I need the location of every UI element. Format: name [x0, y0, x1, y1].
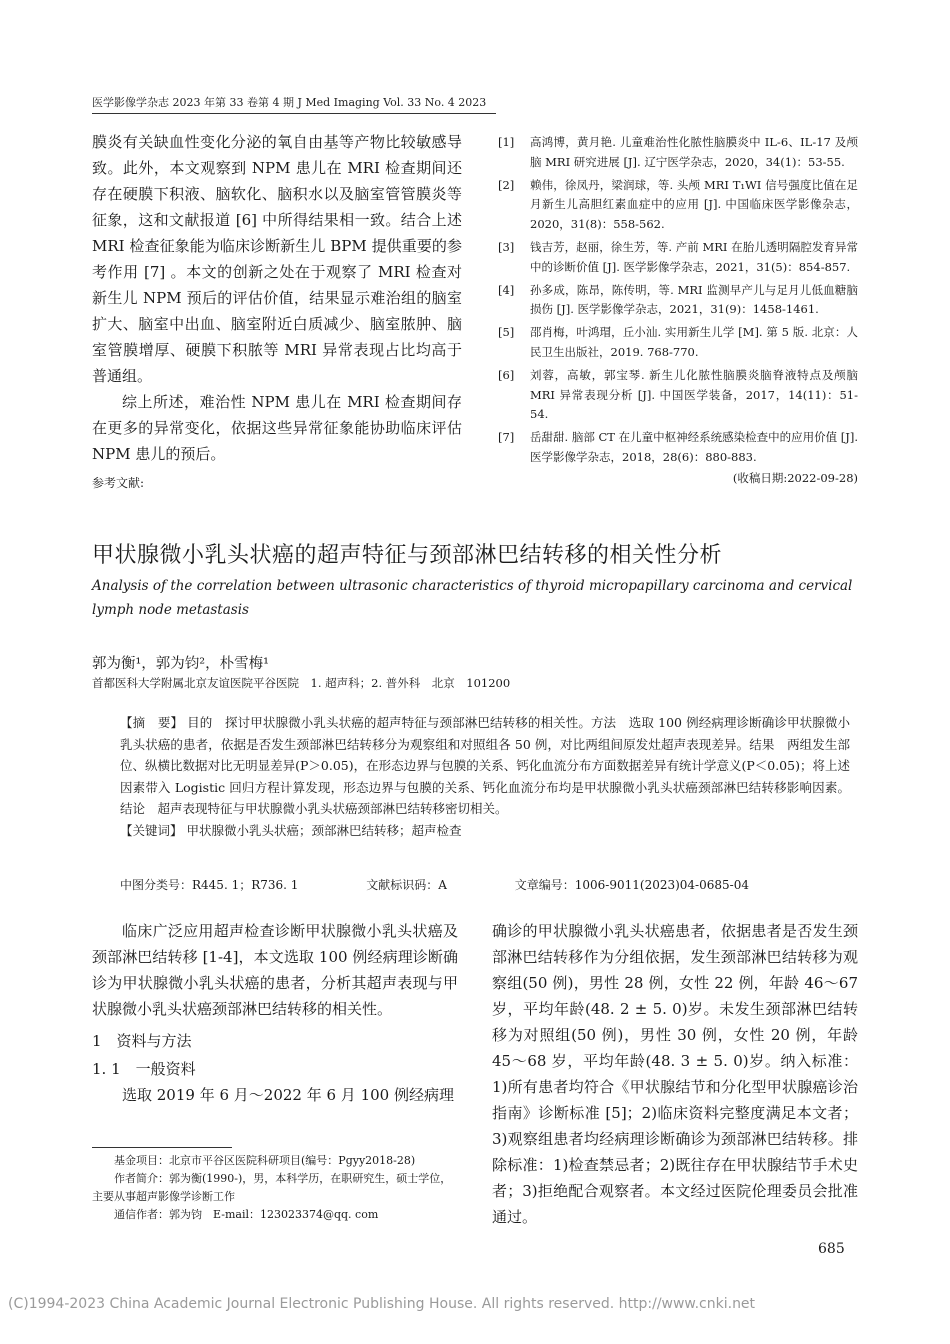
reference-item [498, 281, 858, 321]
running-head: 医学影像学杂志 2023 年第 33 卷第 4 期 J Med Imaging Vol. 33 No. 4 2023 [92, 96, 487, 109]
footnote-rule [92, 1147, 232, 1148]
prev-article-paragraph: 膜炎有关缺血性变化分泌的氧自由基等产物比较敏感导致。此外，本文观察到 NPM 患儿在 MRI 检查期间还存在硬膜下积液、脑软化、脑积水以及脑室管管膜炎等征象，这和文献报道 [6] 中所得结果相一致。结合上述 MRI 检查征象能为临床诊断新生儿 BPM 提供重要的参考作用 [7] 。本文的创新之处在于观察了 MRI 检查对新生儿 NPM 预后的评估价值，结果显示难治组的脑室扩大、脑室中出血、脑室附近白质减少、脑室脓肿、脑室管膜增厚、硬膜下积脓等 MRI 异常表现占比均高于普通组。 [92, 133, 462, 385]
reference-item [498, 323, 858, 363]
body-left-column [92, 918, 458, 1108]
received-date: (收稿日期:2022-09-28) [732, 470, 858, 485]
article-title-en: Analysis of the correlation between ultrasonic characteristics of thyroid micropapillary carcinoma and cervical lymph node metastasis [92, 578, 853, 618]
reference-item [498, 133, 858, 173]
page-number: 685 [818, 1241, 845, 1257]
reference-item [498, 366, 858, 425]
reference-number: [1] [498, 135, 515, 149]
reference-list [498, 133, 858, 489]
abstract-block [120, 712, 850, 841]
header-rule [92, 113, 496, 114]
reference-number: [3] [498, 239, 515, 254]
reference-text: 孙多成，陈昂，陈传明，等. MRI 监测早产儿与足月儿低血糖脑损伤 [J]. 医学影像学杂志，2021，31(9)：1458-1461. [530, 282, 858, 317]
copyright-watermark: (C)1994-2023 China Academic Journal Electronic Publishing House. All rights reserved. http://www.cnki.net [8, 1296, 756, 1312]
classification-line [120, 876, 850, 893]
body-paragraph-continued: 确诊的甲状腺微小乳头状癌患者，依据患者是否发生颈部淋巴结转移作为分组依据，发生颈部淋巴结转移为观察组(50 例)，男性 28 例，女性 22 例，年龄 46～67 岁，平均年龄(48. 2 ± 5. 0)岁。未发生颈部淋巴结转移为对照组(50 例)，男性 30 例，女性 20 例，年龄 45～68 岁，平均年龄(48. 3 ± 5. 0)岁。纳入标准：1)所有患者均符合《甲状腺结节和分化型甲状腺癌诊治指南》诊断标准 [5]；2)临床资料完整度满足本文者；3)观察组患者均经病理诊断确诊为颈部淋巴结转移。排除标准：1)检查禁忌者；2)既往存在甲状腺结节手术史者；3)拒绝配合观察者。本文经过医院伦理委员会批准通过。 [492, 922, 858, 1226]
subsection-heading: 1. 1 一般资料 [92, 1060, 196, 1078]
reference-item [498, 176, 858, 235]
reference-text: 高鸿博，黄月艳. 儿童难治性化脓性脑膜炎中 IL-6、IL-17 及颅脑 MRI 研究进展 [J]. 辽宁医学杂志，2020，34(1)：53-55. [530, 135, 858, 169]
author-intro-note: 作者简介：郭为衡(1990-)，男，本科学历，在职研究生，硕士学位，主要从事超声影像学诊断工作 [92, 1172, 452, 1203]
references-heading: 参考文献: [92, 476, 145, 490]
reference-text: 岳甜甜. 脑部 CT 在儿童中枢神经系统感染检查中的应用价值 [J]. 医学影像学杂志，2018，28(6)：880-883. [530, 430, 858, 464]
clc-number: 中图分类号：R445. 1；R736. 1 [120, 878, 299, 892]
reference-text: 赖伟，徐凤丹，梁润球，等. 头颅 MRI T₁WI 信号强度比值在足月新生儿高胆红素血症中的应用 [J]. 中国临床医学影像杂志，2020，31(8)：558-562. [530, 177, 858, 232]
reference-text: 钱吉芳，赵丽，徐生芳，等. 产前 MRI 在胎儿透明隔腔发育异常中的诊断价值 [J]. 医学影像学杂志，2021，31(5)：854-857. [530, 239, 858, 274]
reference-item [498, 238, 858, 278]
article-number: 文章编号：1006-9011(2023)04-0685-04 [514, 878, 749, 892]
author-list: 郭为衡¹，郭为钧²，朴雪梅¹ [92, 656, 269, 672]
abstract-text: 【摘 要】 目的 探讨甲状腺微小乳头状癌的超声特征与颈部淋巴结转移的相关性。方法 选取 100 例经病理诊断确诊甲状腺微小乳头状癌的患者，依据是否发生颈部淋巴结转移分为观察组和对照组各 50 例，对比两组间原发灶超声表现差异。结果 两组发生部位、纵横比数据对比无明显差异(P＞0.05)，在形态边界与包膜的关系、钙化血流分布方面数据差异有统计学意义(P＜0.05)；将上述因素带入 Logistic 回归方程计算发现，形态边界与包膜的关系、钙化血流分布均是甲状腺微小乳头状癌颈部淋巴结转移影响因素。结论 超声表现特征与甲状腺微小乳头状癌颈部淋巴结转移密切相关。 [120, 715, 850, 816]
fund-note: 基金项目：北京市平谷区医院科研项目(编号：Pgyy2018-28) [114, 1154, 416, 1167]
reference-item [498, 428, 858, 468]
section-heading: 1 资料与方法 [92, 1032, 192, 1050]
correspondence-note: 通信作者：郭为钧 E-mail：123023374@qq. com [114, 1208, 379, 1221]
footnotes [92, 1152, 458, 1224]
reference-text: 邵肖梅，叶鸿瑁，丘小汕. 实用新生儿学 [M]. 第 5 版. 北京：人民卫生出版社，2019. 768-770. [530, 325, 858, 359]
intro-paragraph: 临床广泛应用超声检查诊断甲状腺微小乳头状癌及颈部淋巴结转移 [1-4]，本文选取 100 例经病理诊断确诊为甲状腺微小乳头状癌的患者，分析其超声表现与甲状腺微小乳头状癌颈部淋巴结转移的相关性。 [92, 922, 458, 1018]
article-title-cn: 甲状腺微小乳头状癌的超声特征与颈部淋巴结转移的相关性分析 [92, 543, 723, 568]
reference-number: [6] [498, 367, 515, 382]
reference-text: 刘蓉，高敏，郭宝琴. 新生儿化脓性脑膜炎脑脊液特点及颅脑 MRI 异常表现分析 [J]. 中国医学装备，2017，14(11)：51-54. [530, 367, 858, 422]
keywords: 【关键词】 甲状腺微小乳头状癌；颈部淋巴结转移；超声检查 [120, 822, 462, 838]
document-code: 文献标识码：A [366, 878, 447, 892]
reference-number: [5] [498, 325, 515, 340]
body-right-column [492, 918, 858, 1230]
prev-article-left-column [92, 129, 462, 467]
prev-article-conclusion: 综上所述，难治性 NPM 患儿在 MRI 检查期间存在更多的异常变化，依据这些异常征象能协助临床评估 NPM 患儿的预后。 [92, 393, 462, 463]
reference-number: [7] [498, 430, 515, 445]
affiliation: 首都医科大学附属北京友谊医院平谷医院 1. 超声科；2. 普外科 北京 101200 [92, 676, 511, 690]
reference-number: [4] [498, 282, 515, 297]
reference-number: [2] [498, 177, 515, 192]
body-paragraph: 选取 2019 年 6 月～2022 年 6 月 100 例经病理 [122, 1086, 454, 1104]
